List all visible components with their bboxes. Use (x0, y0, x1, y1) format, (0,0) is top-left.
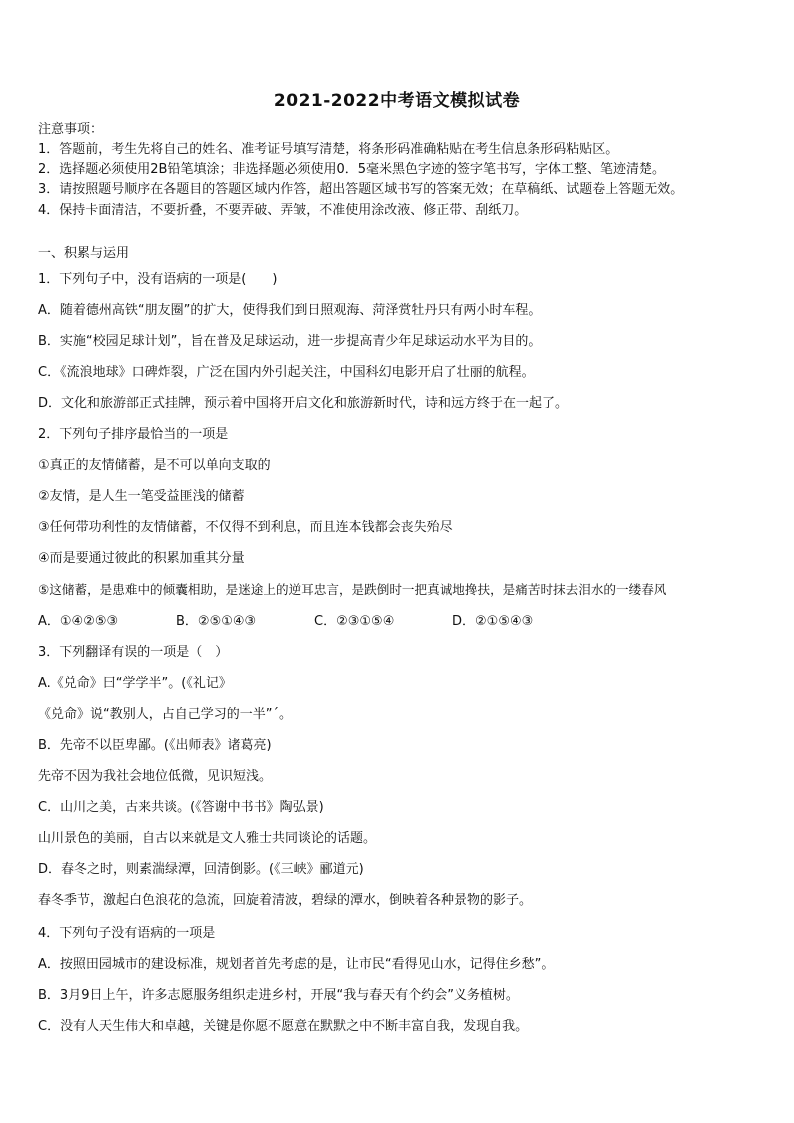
q2-option-d: D．②①⑤④③ (452, 614, 534, 629)
q1-option-b: B．实施“校园足球计划”，旨在普及足球运动，进一步提高青少年足球运动水平为目的。 (38, 334, 542, 349)
q2-option-a: A．①④②⑤③ (38, 614, 119, 629)
notice-heading: 注意事项： (38, 122, 104, 137)
notice-item-1: 1．答题前，考生先将自己的姓名、准考证号填写清楚，将条形码准确粘贴在考生信息条形码粘贴区。 (38, 142, 619, 157)
q4-option-c: C．没有人天生伟大和卓越，关键是你愿不愿意在默默之中不断丰富自我，发现自我。 (38, 1019, 529, 1034)
q1-option-a: A．随着德州高铁“朋友圈”的扩大，使得我们到日照观海、菏泽赏牡丹只有两小时车程。 (38, 303, 542, 318)
notice-item-2: 2．选择题必须使用2B铅笔填涂；非选择题必须使用0．5毫米黑色字迹的签字笔书写，字体工整、笔迹清楚。 (38, 162, 666, 177)
q2-sentence-2: ②友情，是人生一笔受益匪浅的储蓄 (38, 489, 245, 504)
q3-option-a-translation: 《兑命》说“教别人，占自己学习的一半”ˊ。 (38, 707, 292, 722)
q2-stem: 2．下列句子排序最恰当的一项是 (38, 427, 229, 442)
page-title: 2021-2022中考语文模拟试卷 (273, 91, 521, 111)
q2-option-c: C．②③①⑤④ (314, 614, 395, 629)
notice-item-3: 3．请按照题号顺序在各题目的答题区域内作答，超出答题区域书写的答案无效；在草稿纸、试题卷上答题无效。 (38, 182, 684, 197)
q3-stem: 3．下列翻译有误的一项是（ ） (38, 645, 229, 660)
q1-option-d: D．文化和旅游部正式挂牌，预示着中国将开启文化和旅游新时代，诗和远方终于在一起了。 (38, 396, 569, 411)
q2-sentence-1: ①真正的友情储蓄，是不可以单向支取的 (38, 458, 271, 473)
q1-stem: 1．下列句子中，没有语病的一项是( ) (38, 272, 278, 287)
q2-sentence-5: ⑤这储蓄，是患难中的倾囊相助，是迷途上的逆耳忠言，是跌倒时一把真诚地搀扶，是痛苦时抹去泪水的一缕春风 (38, 582, 667, 597)
q3-option-b-translation: 先帝不因为我社会地位低微，见识短浅。 (38, 769, 273, 784)
q2-sentence-4: ④而是要通过彼此的积累加重其分量 (38, 551, 245, 566)
q3-option-c: C．山川之美，古来共谈。(《答谢中书书》陶弘景) (38, 800, 324, 815)
q3-option-d-translation: 春冬季节，激起白色浪花的急流，回旋着清波，碧绿的潭水，倒映着各种景物的影子。 (38, 893, 533, 908)
q2-sentence-3: ③任何带功利性的友情储蓄，不仅得不到利息，而且连本钱都会丧失殆尽 (38, 520, 453, 535)
q4-option-b: B．3月9日上午，许多志愿服务组织走进乡村，开展“我与春天有个约会”义务植树。 (38, 988, 519, 1003)
q4-stem: 4．下列句子没有语病的一项是 (38, 926, 216, 941)
q1-option-c: C．《流浪地球》口碑炸裂，广泛在国内外引起关注，中国科幻电影开启了壮丽的航程。 (38, 365, 535, 380)
q3-option-a: A.《兑命》曰“学学半”。(《礼记》 (38, 676, 232, 691)
section-heading: 一、积累与运用 (38, 246, 130, 261)
q4-option-a: A．按照田园城市的建设标准，规划者首先考虑的是，让市民“看得见山水，记得住乡愁”。 (38, 957, 555, 972)
q3-option-d: D．春冬之时，则素湍绿潭，回清倒影。(《三峡》郦道元) (38, 862, 364, 877)
q3-option-c-translation: 山川景色的美丽，自古以来就是文人雅士共同谈论的话题。 (38, 831, 377, 846)
q3-option-b: B．先帝不以臣卑鄙。(《出师表》诸葛亮) (38, 738, 272, 753)
q2-option-b: B．②⑤①④③ (176, 614, 257, 629)
notice-item-4: 4．保持卡面清洁，不要折叠，不要弄破、弄皱，不准使用涂改液、修正带、刮纸刀。 (38, 203, 528, 218)
